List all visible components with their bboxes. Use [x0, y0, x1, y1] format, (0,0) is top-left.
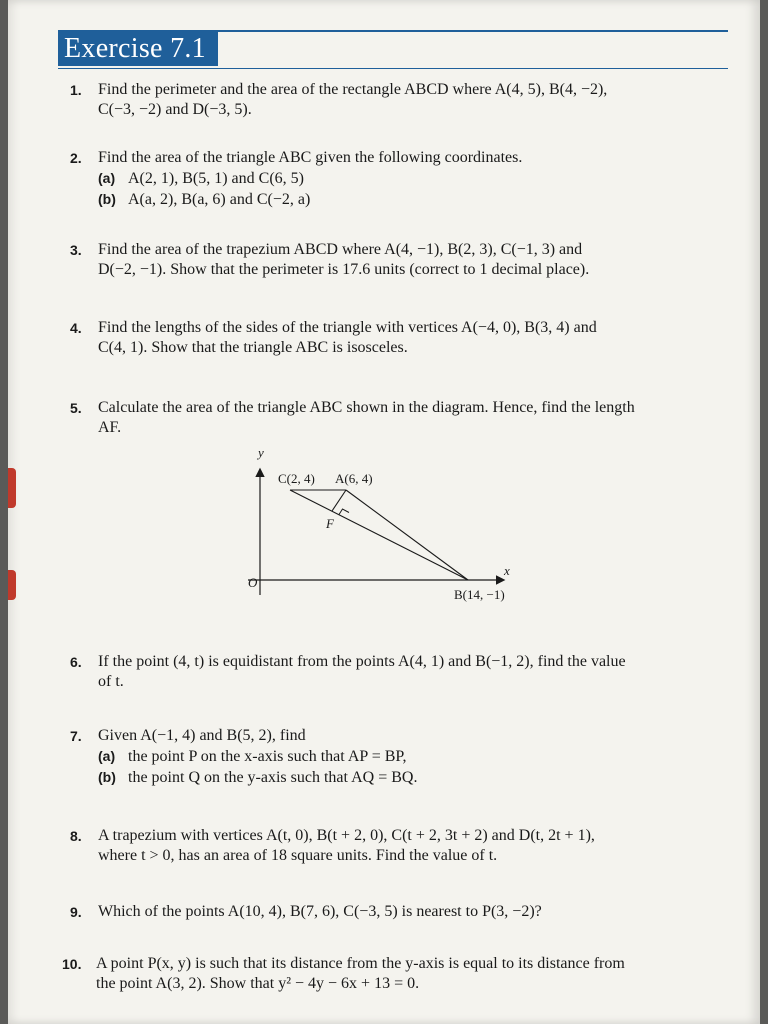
question-part	[98, 168, 522, 189]
x-axis-label: x	[504, 563, 510, 578]
part-text: A(a, 2), B(a, 6) and C(−2, a)	[128, 191, 311, 208]
page-edge-tab	[8, 468, 16, 508]
question-text: D(−2, −1). Show that the perimeter is 17.6 units (correct to 1 decimal place).	[98, 261, 590, 278]
altitude-af	[332, 490, 346, 511]
question-number: 8.	[70, 828, 82, 844]
question-part	[98, 767, 417, 788]
question-text: Find the area of the triangle ABC given the following coordinates.	[98, 149, 523, 166]
question-number: 9.	[70, 904, 82, 920]
question-number: 2.	[70, 150, 82, 166]
question-number: 4.	[70, 320, 82, 336]
question-text: A point P(x, y) is such that its distance from the y-axis is equal to its distance from	[96, 955, 625, 972]
part-text: the point Q on the y-axis such that AQ = BQ.	[128, 769, 418, 786]
part-text: the point P on the x-axis such that AP = BP,	[128, 748, 407, 765]
part-label: (b)	[98, 769, 116, 785]
side-ab	[346, 490, 468, 580]
question-number: 1.	[70, 82, 82, 98]
part-text: A(2, 1), B(5, 1) and C(6, 5)	[128, 170, 304, 187]
question-number: 5.	[70, 400, 82, 416]
question-text: of t.	[98, 673, 124, 690]
part-label: (a)	[98, 170, 116, 186]
question-text: Find the area of the trapezium ABCD where A(4, −1), B(2, 3), C(−1, 3) and	[98, 241, 583, 258]
question-part	[98, 189, 522, 210]
triangle-diagram	[228, 440, 528, 610]
right-angle-mark	[339, 509, 349, 515]
question-number: 7.	[70, 728, 82, 744]
question-text: C(4, 1). Show that the triangle ABC is isosceles.	[98, 339, 408, 356]
part-label: (a)	[98, 748, 116, 764]
point-b-label: B(14, −1)	[454, 587, 505, 602]
question-text: the point A(3, 2). Show that y² − 4y − 6x + 13 = 0.	[96, 975, 420, 992]
y-axis-label: y	[258, 445, 264, 460]
question-part	[98, 746, 417, 767]
exercise-title: Exercise 7.1	[58, 32, 218, 66]
question-text: C(−3, −2) and D(−3, 5).	[98, 101, 252, 118]
question-number: 10.	[62, 956, 82, 972]
question-text: A trapezium with vertices A(t, 0), B(t + 2, 0), C(t + 2, 3t + 2) and D(t, 2t + 1),	[98, 827, 595, 844]
point-c-label: C(2, 4)	[278, 471, 315, 486]
question-text: If the point (4, t) is equidistant from the points A(4, 1) and B(−1, 2), find the value	[98, 653, 626, 670]
question-text: Which of the points A(10, 4), B(7, 6), C(−3, 5) is nearest to P(3, −2)?	[98, 903, 542, 920]
question-text: Calculate the area of the triangle ABC shown in the diagram. Hence, find the length	[98, 399, 635, 416]
question-number: 3.	[70, 242, 82, 258]
question-text: AF.	[98, 419, 122, 436]
textbook-page	[8, 0, 760, 1024]
point-a-label: A(6, 4)	[335, 471, 373, 486]
side-cb	[290, 490, 468, 580]
question-text: Find the lengths of the sides of the triangle with vertices A(−4, 0), B(3, 4) and	[98, 319, 597, 336]
question-text: Find the perimeter and the area of the rectangle ABCD where A(4, 5), B(4, −2),	[98, 81, 608, 98]
part-label: (b)	[98, 191, 116, 207]
question-number: 6.	[70, 654, 82, 670]
origin-label: O	[248, 575, 258, 590]
point-f-label: F	[326, 516, 334, 531]
question-text: Given A(−1, 4) and B(5, 2), find	[98, 727, 306, 744]
page-edge-tab	[8, 570, 16, 600]
question-text: where t > 0, has an area of 18 square units. Find the value of t.	[98, 847, 498, 864]
